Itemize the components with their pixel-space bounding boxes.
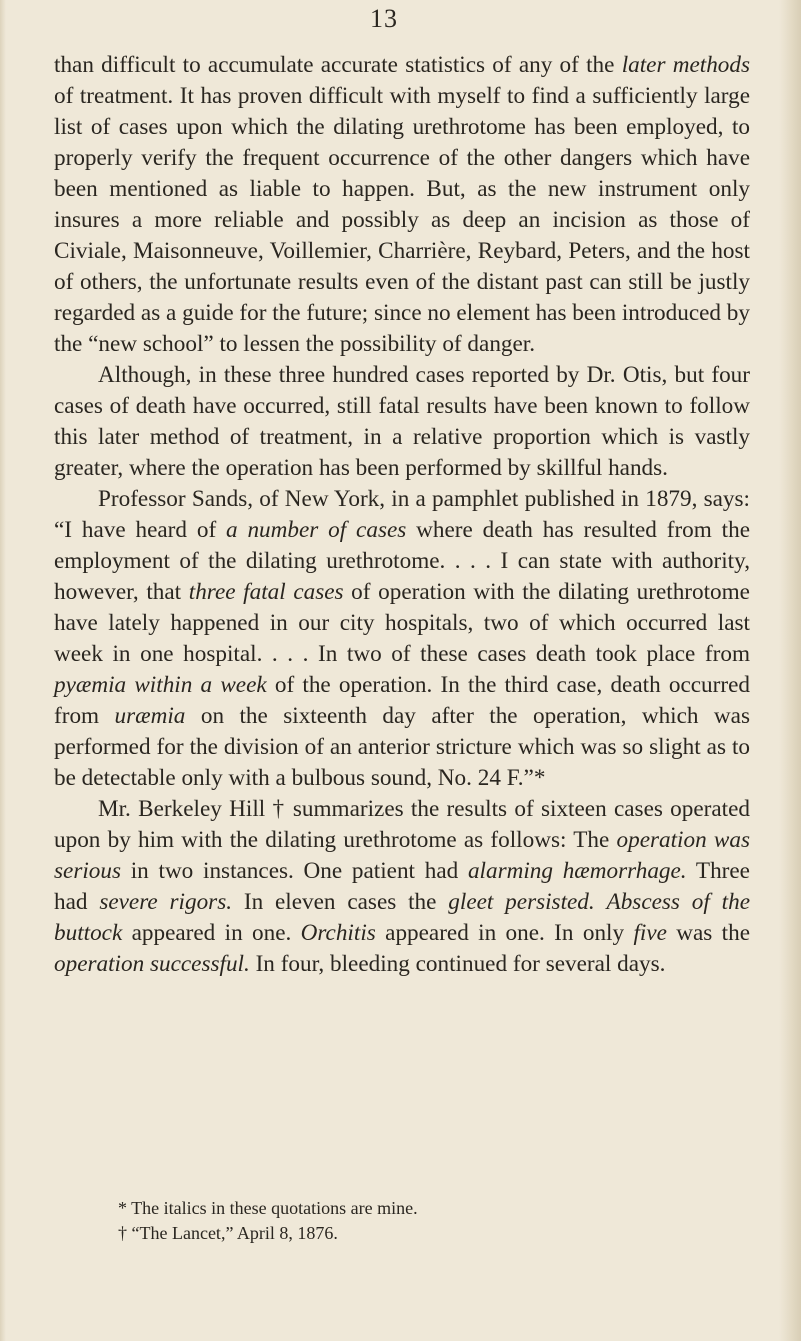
- italic-text: operation successful.: [54, 951, 250, 977]
- paragraph: [54, 794, 750, 980]
- italic-text: pyæmia within a week: [54, 672, 267, 698]
- italic-text: three fatal cases: [188, 579, 344, 605]
- italic-text: operation was serious: [54, 827, 750, 884]
- body-text: [54, 50, 750, 980]
- paragraph: [54, 50, 750, 360]
- text-run: appeared in one. In only: [375, 920, 634, 946]
- footnote-italics: * The italics in these quotations are mine.: [118, 1198, 418, 1218]
- text-run: of treatment. It has proven difficult with myself to find a sufficiently large list of cases upon which the dilating urethrotome has been employed, to properly verify the frequent occurrence of the other dangers which have been mentioned as liable to happen. But, as the new instrument only insures a more reliable and possibly as deep an incision as those of Civiale, Maisonneuve, Voillemier, Charrière, Reybard, Peters, and the host of others, the unfortunate results even of the distant past can still be justly regarded as a guide for the future; since no element has been introduced by the “new school” to lessen the possibility of danger.: [54, 83, 750, 357]
- text-run: Mr. Berkeley Hill † summarizes the results of sixteen cases operated upon by him with the dilating urethrotome as follows: The: [54, 796, 750, 853]
- page-right-edge: [779, 0, 801, 1341]
- text-run: appeared in one.: [122, 920, 301, 946]
- footnotes: [108, 1196, 748, 1246]
- italic-text: five: [633, 920, 667, 946]
- italic-text: later methods: [621, 52, 751, 78]
- italic-text: uræmia: [114, 703, 186, 729]
- italic-text: severe rigors.: [99, 889, 233, 915]
- text-run: Three had: [54, 858, 750, 915]
- italic-text: Orchitis: [300, 920, 376, 946]
- text-run: was the: [666, 920, 750, 946]
- page-number: 13: [370, 4, 398, 33]
- text-run: [595, 889, 607, 915]
- text-run: than difficult to accumulate accurate statistics of any of the: [54, 52, 622, 78]
- text-run: Although, in these three hundred cases reported by Dr. Otis, but four cases of death have occurred, still fatal results have been known to follow this later method of treatment, in a relative proportion which is vastly greater, where the operation has been performed by skillful hands.: [54, 362, 750, 481]
- text-run: of operation with the dilating urethrotome have lately happened in our city hospitals, two of which occurred last week in one hospital. . . . In two of these cases death took place from: [54, 579, 750, 667]
- text-run: in two instances. One patient had: [121, 858, 468, 884]
- italic-text: gleet persisted.: [448, 889, 595, 915]
- page-left-shadow: [0, 0, 6, 1341]
- text-run: where death has resulted from the employment of the dilating urethrotome. . . . I can state with authority, however, that: [54, 517, 750, 605]
- text-run: In eleven cases the: [232, 889, 449, 915]
- text-run: Professor Sands, of New York, in a pamphlet published in 1879, says: “I have heard of: [54, 486, 750, 543]
- italic-text: alarming hæmorrhage.: [467, 858, 687, 884]
- italic-text: a number of cases: [226, 517, 407, 543]
- text-run: of the operation. In the third case, death occurred from: [54, 672, 750, 729]
- text-run: In four, bleeding continued for several days.: [249, 951, 666, 977]
- text-run: on the sixteenth day after the operation, which was performed for the division of an anterior stricture which was so slight as to be detectable only with a bulbous sound, No. 24 F.”*: [54, 703, 750, 791]
- footnote-lancet: † “The Lancet,” April 8, 1876.: [118, 1223, 338, 1243]
- paragraph: [54, 360, 750, 484]
- italic-text: Abscess of the buttock: [54, 889, 750, 946]
- paragraph: [54, 484, 750, 794]
